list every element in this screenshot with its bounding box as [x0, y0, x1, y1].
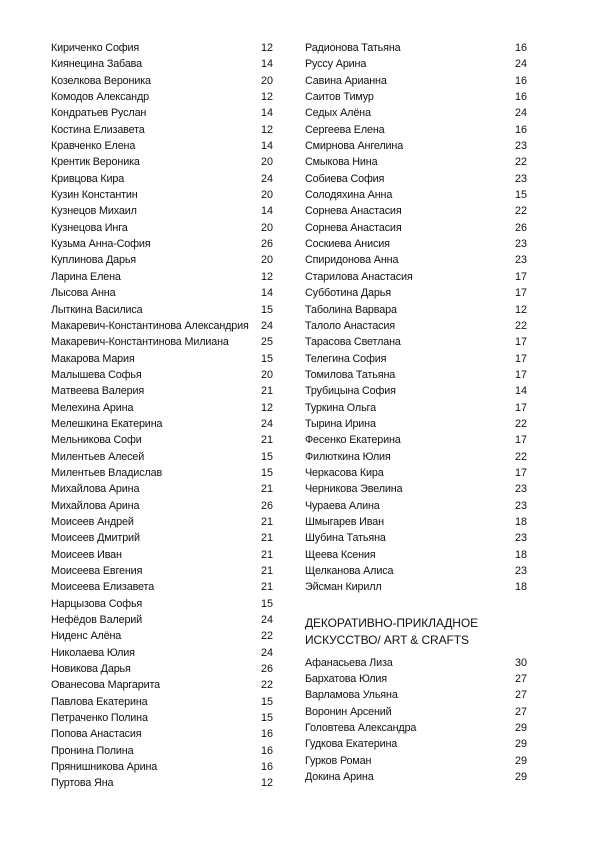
entry-page-number: 16 — [260, 728, 273, 741]
entry-name: Солодяхина Анна — [305, 189, 393, 202]
index-entry — [305, 655, 527, 671]
entry-name: Милентьев Владислав — [51, 466, 163, 479]
entry-page-number: 16 — [260, 761, 273, 774]
entry-name: Шмыгарев Иван — [305, 515, 384, 528]
index-entry — [305, 753, 527, 769]
index-entry — [51, 252, 273, 268]
right-index-column — [305, 40, 527, 785]
entry-name: Моисеев Иван — [51, 548, 122, 561]
entry-page-number: 23 — [514, 238, 527, 251]
entry-name: Чураева Алина — [305, 499, 380, 512]
entry-page-number: 22 — [260, 679, 273, 692]
entry-name: Лысова Анна — [51, 287, 116, 300]
index-entry — [305, 383, 527, 399]
index-entry — [51, 302, 273, 318]
entry-page-number: 26 — [260, 238, 273, 251]
entry-page-number: 12 — [260, 91, 273, 104]
entry-name: Мелехина Арина — [51, 401, 134, 414]
entry-page-number: 14 — [260, 107, 273, 120]
entry-page-number: 17 — [514, 434, 527, 447]
index-entry — [51, 465, 273, 481]
index-entry — [305, 720, 527, 736]
entry-page-number: 18 — [514, 581, 527, 594]
index-entry — [51, 579, 273, 595]
index-entry — [305, 769, 527, 785]
entry-page-number: 15 — [260, 466, 273, 479]
index-entry — [305, 89, 527, 105]
entry-name: Трубицына София — [305, 385, 396, 398]
index-entry — [51, 334, 273, 350]
entry-page-number: 26 — [514, 221, 527, 234]
index-entry — [51, 759, 273, 775]
entry-name: Киянецина Забава — [51, 58, 143, 71]
entry-name: Ованесова Маргарита — [51, 679, 160, 692]
entry-name: Лыткина Василиса — [51, 303, 143, 316]
index-entry — [51, 220, 273, 236]
section-title-line-2: ИСКУССТВО/ ART & CRAFTS — [305, 633, 469, 648]
index-entry — [51, 710, 273, 726]
index-entry — [51, 89, 273, 105]
entry-page-number: 16 — [260, 744, 273, 757]
entry-name: Головтева Александра — [305, 722, 417, 735]
index-entry — [305, 220, 527, 236]
index-entry — [305, 56, 527, 72]
index-entry — [51, 56, 273, 72]
entry-page-number: 16 — [514, 123, 527, 136]
index-entry — [305, 203, 527, 219]
index-entry — [51, 203, 273, 219]
entry-name: Старилова Анастасия — [305, 270, 413, 283]
entry-name: Макарова Мария — [51, 352, 135, 365]
index-entry — [305, 171, 527, 187]
entry-page-number: 15 — [260, 695, 273, 708]
entry-page-number: 20 — [260, 189, 273, 202]
entry-page-number: 20 — [260, 254, 273, 267]
index-entry — [305, 351, 527, 367]
entry-page-number: 20 — [260, 156, 273, 169]
index-entry — [51, 351, 273, 367]
entry-page-number: 14 — [260, 140, 273, 153]
entry-name: Моисеева Евгения — [51, 565, 143, 577]
entry-page-number: 16 — [514, 91, 527, 104]
entry-page-number: 20 — [260, 221, 273, 234]
entry-page-number: 12 — [260, 123, 273, 136]
index-entry — [305, 547, 527, 563]
entry-name: Спиридонова Анна — [305, 254, 399, 267]
entry-name: Бархатова Юлия — [305, 673, 387, 686]
entry-page-number: 29 — [514, 754, 527, 767]
entry-page-number: 24 — [260, 614, 273, 627]
entry-page-number: 21 — [260, 581, 273, 594]
entry-name: Афанасьева Лиза — [305, 656, 393, 669]
entry-name: Кириченко София — [51, 42, 140, 54]
entry-page-number: 14 — [514, 385, 527, 398]
entry-name: Руссу Арина — [305, 58, 367, 71]
entry-page-number: 12 — [260, 270, 273, 283]
index-entry — [305, 252, 527, 268]
index-entry — [305, 302, 527, 318]
entry-page-number: 24 — [514, 107, 527, 120]
entry-page-number: 21 — [260, 385, 273, 398]
section-heading — [305, 615, 527, 650]
entry-page-number: 23 — [514, 565, 527, 577]
index-entry — [305, 449, 527, 465]
entry-name: Мельникова Софи — [51, 434, 142, 447]
index-entry — [51, 416, 273, 432]
index-entry — [51, 400, 273, 416]
entry-name: Сорнева Анастасия — [305, 221, 402, 234]
index-entry — [305, 579, 527, 595]
index-entry — [51, 40, 273, 56]
index-entry — [305, 334, 527, 350]
entry-name: Собиева София — [305, 172, 385, 185]
entry-page-number: 22 — [514, 450, 527, 463]
entry-name: Тырина Ирина — [305, 417, 376, 430]
entry-name: Кузнецов Михаил — [51, 205, 137, 218]
entry-page-number: 29 — [514, 722, 527, 735]
entry-name: Саитов Тимур — [305, 91, 374, 104]
entry-page-number: 15 — [514, 189, 527, 202]
index-entry — [305, 154, 527, 170]
index-entry — [51, 367, 273, 383]
entry-name: Прянишникова Арина — [51, 761, 158, 774]
entry-page-number: 12 — [260, 777, 273, 790]
index-entry — [51, 645, 273, 661]
index-entry — [51, 187, 273, 203]
index-entry — [51, 318, 273, 334]
index-entry — [51, 530, 273, 546]
entry-page-number: 21 — [260, 434, 273, 447]
entry-name: Матвеева Валерия — [51, 385, 145, 398]
index-entry — [51, 694, 273, 710]
entry-page-number: 15 — [260, 352, 273, 365]
entry-name: Нефёдов Валерий — [51, 614, 143, 627]
entry-page-number: 22 — [514, 156, 527, 169]
entry-page-number: 17 — [514, 352, 527, 365]
entry-page-number: 12 — [514, 303, 527, 316]
entry-name: Туркина Ольга — [305, 401, 376, 414]
index-entry — [305, 285, 527, 301]
section-title-line-1: ДЕКОРАТИВНО-ПРИКЛАДНОЕ — [305, 615, 478, 630]
entry-name: Малышева Софья — [51, 368, 142, 381]
entry-page-number: 24 — [514, 58, 527, 71]
index-entry — [51, 498, 273, 514]
entry-page-number: 24 — [260, 646, 273, 659]
index-entry — [305, 122, 527, 138]
entry-page-number: 24 — [260, 417, 273, 430]
entry-name: Моисеева Елизавета — [51, 581, 155, 594]
entry-page-number: 23 — [514, 532, 527, 545]
index-entry — [305, 236, 527, 252]
section-index-list — [305, 655, 527, 786]
index-entry — [51, 596, 273, 612]
entry-name: Моисеев Андрей — [51, 515, 134, 528]
entry-name: Кривцова Кира — [51, 172, 125, 185]
entry-page-number: 18 — [514, 548, 527, 561]
entry-page-number: 15 — [260, 450, 273, 463]
entry-name: Кузнецова Инга — [51, 221, 128, 234]
entry-name: Томилова Татьяна — [305, 368, 396, 381]
entry-name: Николаева Юлия — [51, 646, 135, 659]
index-entry — [51, 628, 273, 644]
index-entry — [305, 432, 527, 448]
entry-name: Костина Елизавета — [51, 123, 145, 136]
index-entry — [51, 269, 273, 285]
entry-page-number: 23 — [514, 254, 527, 267]
entry-page-number: 15 — [260, 712, 273, 725]
index-entry — [51, 743, 273, 759]
index-entry — [305, 138, 527, 154]
index-entry — [51, 138, 273, 154]
entry-page-number: 25 — [260, 336, 273, 349]
right-index-list — [305, 40, 527, 596]
entry-page-number: 27 — [514, 673, 527, 686]
entry-name: Смирнова Ангелина — [305, 140, 404, 153]
entry-name: Кузьма Анна-София — [51, 238, 151, 251]
index-entry — [51, 171, 273, 187]
index-entry — [51, 154, 273, 170]
entry-page-number: 17 — [514, 401, 527, 414]
index-entry — [51, 514, 273, 530]
entry-page-number: 22 — [514, 319, 527, 332]
entry-page-number: 27 — [514, 705, 527, 718]
index-entry — [51, 612, 273, 628]
index-entry — [51, 236, 273, 252]
entry-page-number: 17 — [514, 336, 527, 349]
entry-name: Ларина Елена — [51, 270, 121, 283]
entry-page-number: 14 — [260, 58, 273, 71]
index-entry — [51, 726, 273, 742]
index-entry — [305, 105, 527, 121]
entry-page-number: 14 — [260, 287, 273, 300]
entry-page-number: 23 — [514, 172, 527, 185]
entry-page-number: 17 — [514, 368, 527, 381]
entry-name: Сергеева Елена — [305, 123, 385, 136]
index-entry — [51, 547, 273, 563]
entry-name: Талоло Анастасия — [305, 319, 396, 332]
index-entry — [51, 432, 273, 448]
entry-page-number: 12 — [260, 401, 273, 414]
entry-page-number: 21 — [260, 515, 273, 528]
entry-name: Черникова Эвелина — [305, 483, 403, 496]
index-entry — [305, 269, 527, 285]
entry-page-number: 12 — [260, 42, 273, 54]
entry-page-number: 23 — [514, 483, 527, 496]
index-entry — [305, 367, 527, 383]
entry-page-number: 29 — [514, 738, 527, 751]
index-entry — [305, 318, 527, 334]
entry-name: Субботина Дарья — [305, 287, 391, 300]
index-entry — [305, 704, 527, 720]
entry-name: Щеева Ксения — [305, 548, 376, 561]
entry-page-number: 22 — [260, 630, 273, 643]
entry-name: Савина Арианна — [305, 74, 387, 87]
entry-name: Ниденс Алёна — [51, 630, 122, 643]
index-entry — [305, 514, 527, 530]
index-entry — [51, 775, 273, 791]
entry-name: Попова Анастасия — [51, 728, 142, 741]
entry-name: Черкасова Кира — [305, 466, 384, 479]
index-entry — [51, 285, 273, 301]
index-entry — [305, 187, 527, 203]
entry-name: Михайлова Арина — [51, 499, 140, 512]
entry-name: Пуртова Яна — [51, 777, 114, 790]
index-entry — [305, 498, 527, 514]
entry-name: Козелкова Вероника — [51, 74, 151, 87]
entry-name: Радионова Татьяна — [305, 42, 401, 54]
entry-name: Кравченко Елена — [51, 140, 136, 153]
entry-name: Милентьев Алесей — [51, 450, 145, 463]
index-entry — [305, 671, 527, 687]
entry-name: Смыкова Нина — [305, 156, 378, 169]
index-entry — [51, 677, 273, 693]
entry-name: Фесенко Екатерина — [305, 434, 401, 447]
entry-page-number: 16 — [514, 42, 527, 54]
entry-page-number: 17 — [514, 466, 527, 479]
entry-page-number: 17 — [514, 270, 527, 283]
index-entry — [305, 687, 527, 703]
index-entry — [305, 736, 527, 752]
entry-name: Павлова Екатерина — [51, 695, 148, 708]
entry-page-number: 16 — [514, 74, 527, 87]
entry-page-number: 20 — [260, 74, 273, 87]
index-entry — [305, 530, 527, 546]
entry-name: Крентик Вероника — [51, 156, 140, 169]
index-entry — [305, 481, 527, 497]
index-entry — [51, 563, 273, 579]
entry-page-number: 22 — [514, 205, 527, 218]
entry-page-number: 15 — [260, 597, 273, 610]
index-entry — [305, 40, 527, 56]
entry-name: Моисеев Дмитрий — [51, 532, 140, 545]
entry-name: Пронина Полина — [51, 744, 134, 757]
entry-name: Кондратьев Руслан — [51, 107, 147, 120]
entry-name: Седых Алёна — [305, 107, 371, 120]
entry-page-number: 18 — [514, 515, 527, 528]
entry-page-number: 26 — [260, 499, 273, 512]
entry-page-number: 15 — [260, 303, 273, 316]
entry-page-number: 14 — [260, 205, 273, 218]
entry-name: Щелканова Алиса — [305, 565, 394, 577]
entry-name: Воронин Арсений — [305, 705, 392, 718]
entry-name: Таболина Варвара — [305, 303, 397, 316]
entry-page-number: 21 — [260, 565, 273, 577]
index-entry — [305, 465, 527, 481]
index-entry — [51, 661, 273, 677]
index-entry — [305, 400, 527, 416]
entry-page-number: 23 — [514, 499, 527, 512]
entry-page-number: 21 — [260, 532, 273, 545]
entry-name: Тарасова Светлана — [305, 336, 401, 349]
entry-page-number: 20 — [260, 368, 273, 381]
entry-name: Сорнева Анастасия — [305, 205, 402, 218]
entry-name: Комодов Александр — [51, 91, 149, 104]
entry-name: Филюткина Юлия — [305, 450, 391, 463]
entry-name: Петраченко Полина — [51, 712, 148, 725]
index-entry — [51, 481, 273, 497]
entry-name: Докина Арина — [305, 771, 374, 784]
entry-name: Куплинова Дарья — [51, 254, 136, 267]
entry-page-number: 27 — [514, 689, 527, 702]
entry-page-number: 21 — [260, 548, 273, 561]
entry-page-number: 26 — [260, 663, 273, 676]
entry-page-number: 24 — [260, 319, 273, 332]
entry-page-number: 23 — [514, 140, 527, 153]
entry-page-number: 22 — [514, 417, 527, 430]
index-entry — [51, 122, 273, 138]
left-index-column — [51, 40, 273, 792]
entry-name: Макаревич-Константинова Александрия — [51, 319, 249, 332]
entry-name: Соскиева Анисия — [305, 238, 390, 251]
entry-page-number: 17 — [514, 287, 527, 300]
entry-page-number: 24 — [260, 172, 273, 185]
entry-page-number: 30 — [514, 656, 527, 669]
index-entry — [305, 73, 527, 89]
entry-name: Гурков Роман — [305, 754, 372, 767]
entry-name: Макаревич-Константинова Милиана — [51, 336, 229, 349]
entry-page-number: 29 — [514, 771, 527, 784]
index-entry — [305, 563, 527, 579]
entry-name: Мелешкина Екатерина — [51, 417, 163, 430]
index-entry — [51, 449, 273, 465]
index-entry — [305, 416, 527, 432]
entry-name: Варламова Ульяна — [305, 689, 398, 702]
index-entry — [51, 383, 273, 399]
entry-name: Эйсман Кирилл — [305, 581, 382, 594]
entry-name: Телегина София — [305, 352, 387, 365]
entry-name: Михайлова Арина — [51, 483, 140, 496]
index-entry — [51, 73, 273, 89]
entry-name: Кузин Константин — [51, 189, 138, 202]
entry-name: Новикова Дарья — [51, 663, 131, 676]
entry-name: Шубина Татьяна — [305, 532, 386, 545]
entry-page-number: 21 — [260, 483, 273, 496]
entry-name: Нарцызова Софья — [51, 597, 143, 610]
entry-name: Гудкова Екатерина — [305, 738, 398, 751]
index-entry — [51, 105, 273, 121]
